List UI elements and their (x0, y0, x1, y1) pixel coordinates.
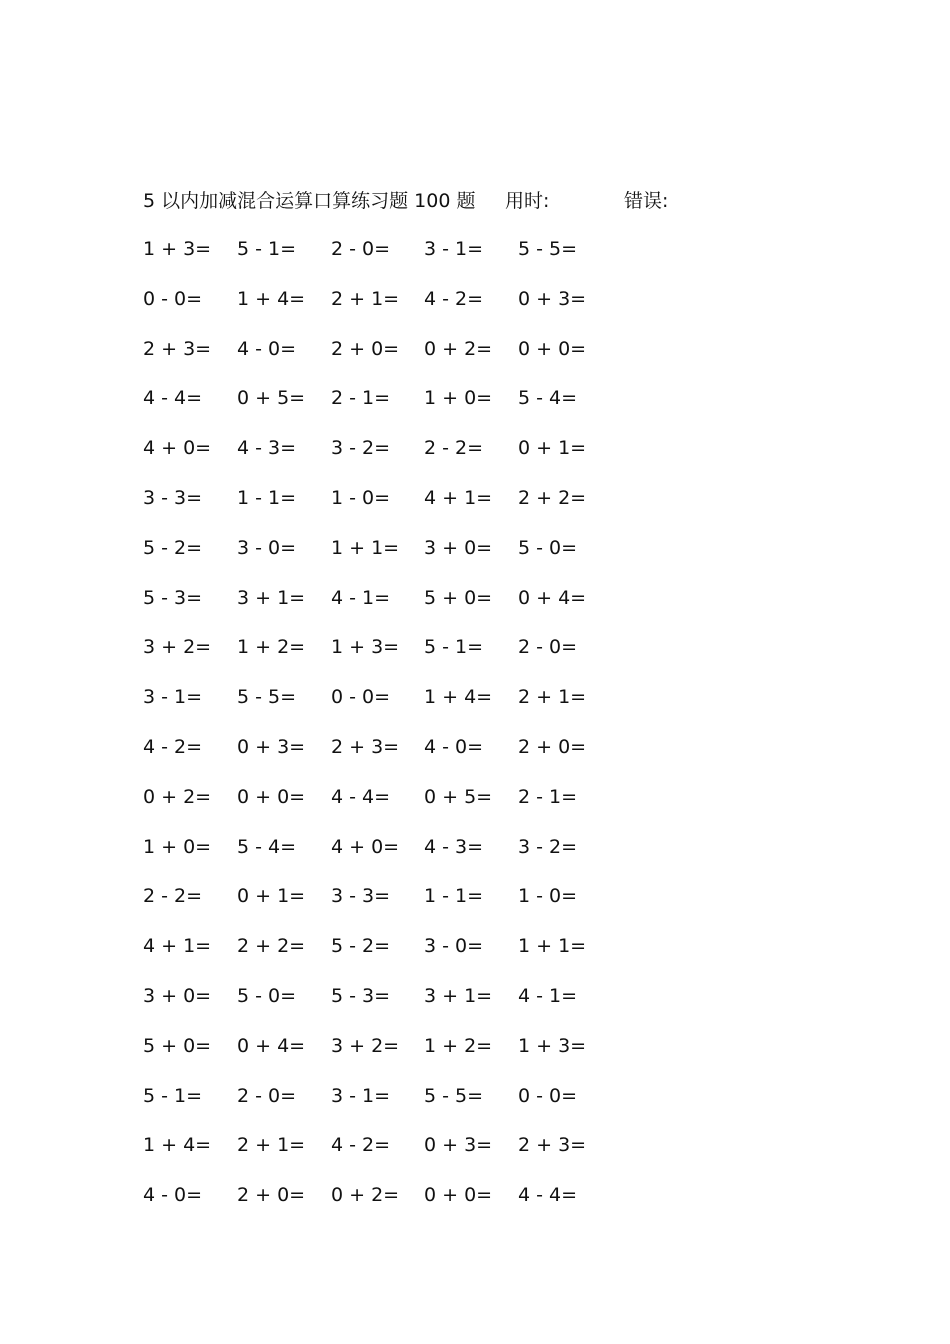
problem-row (143, 981, 643, 1031)
math-problem: 4 - 1= (518, 984, 578, 1007)
problem-row (143, 1031, 643, 1081)
math-problem: 1 - 1= (424, 885, 484, 908)
math-problem: 2 - 0= (518, 636, 578, 659)
math-problem: 5 - 0= (518, 536, 578, 559)
math-problem: 5 - 3= (331, 984, 391, 1007)
math-problem: 4 - 2= (143, 735, 203, 758)
math-problem: 4 - 4= (331, 785, 391, 808)
math-problem: 3 - 0= (424, 935, 484, 958)
problem-row (143, 583, 643, 633)
problem-row (143, 931, 643, 981)
math-problem: 4 - 3= (424, 835, 484, 858)
math-problem: 5 + 0= (424, 586, 493, 609)
math-problem: 0 + 2= (143, 785, 212, 808)
math-problem: 4 - 4= (143, 387, 203, 410)
math-problem: 1 + 2= (424, 1034, 493, 1057)
math-problem: 4 - 4= (518, 1184, 578, 1207)
math-problem: 0 + 4= (237, 1034, 306, 1057)
math-problem: 1 + 4= (424, 686, 493, 709)
problem-row (143, 234, 643, 284)
math-problem: 5 - 1= (143, 1084, 203, 1107)
math-problem: 0 - 0= (143, 287, 203, 310)
math-problem: 0 + 4= (518, 586, 587, 609)
math-problem: 3 - 3= (331, 885, 391, 908)
problem-row (143, 782, 643, 832)
math-problem: 3 - 3= (143, 486, 203, 509)
math-problem: 3 - 1= (331, 1084, 391, 1107)
math-problem: 0 + 3= (518, 287, 587, 310)
math-problem: 2 - 2= (424, 437, 484, 460)
math-problem: 3 + 0= (143, 984, 212, 1007)
problem-row (143, 284, 643, 334)
math-problem: 5 - 0= (237, 984, 297, 1007)
math-problem: 3 - 2= (331, 437, 391, 460)
problem-row (143, 1130, 643, 1180)
math-problem: 2 - 0= (331, 238, 391, 260)
math-problem: 0 + 1= (237, 885, 306, 908)
math-problem: 2 + 0= (331, 337, 400, 360)
problem-row (143, 881, 643, 931)
math-problem: 1 + 2= (237, 636, 306, 659)
math-problem: 5 + 0= (143, 1034, 212, 1057)
math-problem: 0 + 1= (518, 437, 587, 460)
math-problem: 4 - 0= (424, 735, 484, 758)
math-problem: 0 + 0= (518, 337, 587, 360)
math-problem: 1 + 0= (143, 835, 212, 858)
math-problem: 3 - 1= (424, 238, 484, 260)
math-problem: 1 - 0= (331, 486, 391, 509)
math-problem: 2 + 0= (518, 735, 587, 758)
math-problem: 5 - 2= (331, 935, 391, 958)
math-problem: 2 + 1= (237, 1134, 306, 1157)
math-problem: 0 + 5= (424, 785, 493, 808)
math-problem: 2 + 2= (518, 486, 587, 509)
math-problem: 3 + 1= (424, 984, 493, 1007)
math-problem: 5 - 4= (518, 387, 578, 410)
math-problem: 1 + 1= (331, 536, 400, 559)
math-problem: 2 - 0= (237, 1084, 297, 1107)
math-problem: 4 + 0= (331, 835, 400, 858)
math-problem: 5 - 2= (143, 536, 203, 559)
problem-row (143, 533, 643, 583)
math-problem: 0 + 5= (237, 387, 306, 410)
math-problem: 2 + 1= (331, 287, 400, 310)
problem-row (143, 383, 643, 433)
math-problem: 0 - 0= (331, 686, 391, 709)
math-problem: 3 + 2= (143, 636, 212, 659)
math-problem: 5 - 5= (518, 238, 578, 260)
problem-row (143, 832, 643, 882)
errors-label: 错误: (624, 190, 669, 212)
math-problem: 0 + 2= (424, 337, 493, 360)
math-problem: 0 + 3= (424, 1134, 493, 1157)
math-problem: 2 - 1= (331, 387, 391, 410)
math-problem: 5 - 3= (143, 586, 203, 609)
math-problem: 4 - 2= (424, 287, 484, 310)
math-problem: 5 - 1= (424, 636, 484, 659)
math-problem: 1 + 3= (143, 238, 212, 260)
math-problem: 4 - 2= (331, 1134, 391, 1157)
math-problem: 1 - 0= (518, 885, 578, 908)
math-problem: 5 - 4= (237, 835, 297, 858)
time-used-label: 用时: (505, 190, 550, 212)
math-problem: 4 - 1= (331, 586, 391, 609)
math-problem: 3 + 2= (331, 1034, 400, 1057)
math-problem: 5 - 5= (237, 686, 297, 709)
problem-grid (143, 234, 643, 1230)
math-problem: 0 + 3= (237, 735, 306, 758)
worksheet-header (143, 186, 843, 216)
math-problem: 3 - 0= (237, 536, 297, 559)
math-problem: 2 + 3= (143, 337, 212, 360)
math-problem: 2 + 3= (518, 1134, 587, 1157)
math-problem: 4 - 3= (237, 437, 297, 460)
math-problem: 2 - 1= (518, 785, 578, 808)
problem-row (143, 732, 643, 782)
math-problem: 3 - 2= (518, 835, 578, 858)
math-problem: 4 - 0= (143, 1184, 203, 1207)
math-problem: 3 + 1= (237, 586, 306, 609)
math-problem: 2 - 2= (143, 885, 203, 908)
math-problem: 2 + 3= (331, 735, 400, 758)
problem-row (143, 1081, 643, 1131)
math-problem: 1 + 3= (331, 636, 400, 659)
math-problem: 3 + 0= (424, 536, 493, 559)
problem-row (143, 483, 643, 533)
math-problem: 4 - 0= (237, 337, 297, 360)
math-problem: 1 + 4= (143, 1134, 212, 1157)
math-problem: 1 + 4= (237, 287, 306, 310)
math-problem: 4 + 1= (143, 935, 212, 958)
problem-row (143, 1180, 643, 1230)
problem-row (143, 632, 643, 682)
math-problem: 1 + 0= (424, 387, 493, 410)
math-problem: 2 + 2= (237, 935, 306, 958)
problem-row (143, 334, 643, 384)
math-problem: 1 + 3= (518, 1034, 587, 1057)
math-problem: 1 - 1= (237, 486, 297, 509)
math-problem: 0 + 2= (331, 1184, 400, 1207)
math-problem: 1 + 1= (518, 935, 587, 958)
math-problem: 3 - 1= (143, 686, 203, 709)
math-problem: 2 + 0= (237, 1184, 306, 1207)
problem-row (143, 433, 643, 483)
worksheet-title: 5 以内加减混合运算口算练习题 100 题 (143, 190, 476, 212)
math-problem: 4 + 1= (424, 486, 493, 509)
math-problem: 0 + 0= (424, 1184, 493, 1207)
math-problem: 5 - 1= (237, 238, 297, 260)
math-problem: 2 + 1= (518, 686, 587, 709)
math-problem: 0 - 0= (518, 1084, 578, 1107)
problem-row (143, 682, 643, 732)
math-problem: 4 + 0= (143, 437, 212, 460)
math-problem: 0 + 0= (237, 785, 306, 808)
math-problem: 5 - 5= (424, 1084, 484, 1107)
